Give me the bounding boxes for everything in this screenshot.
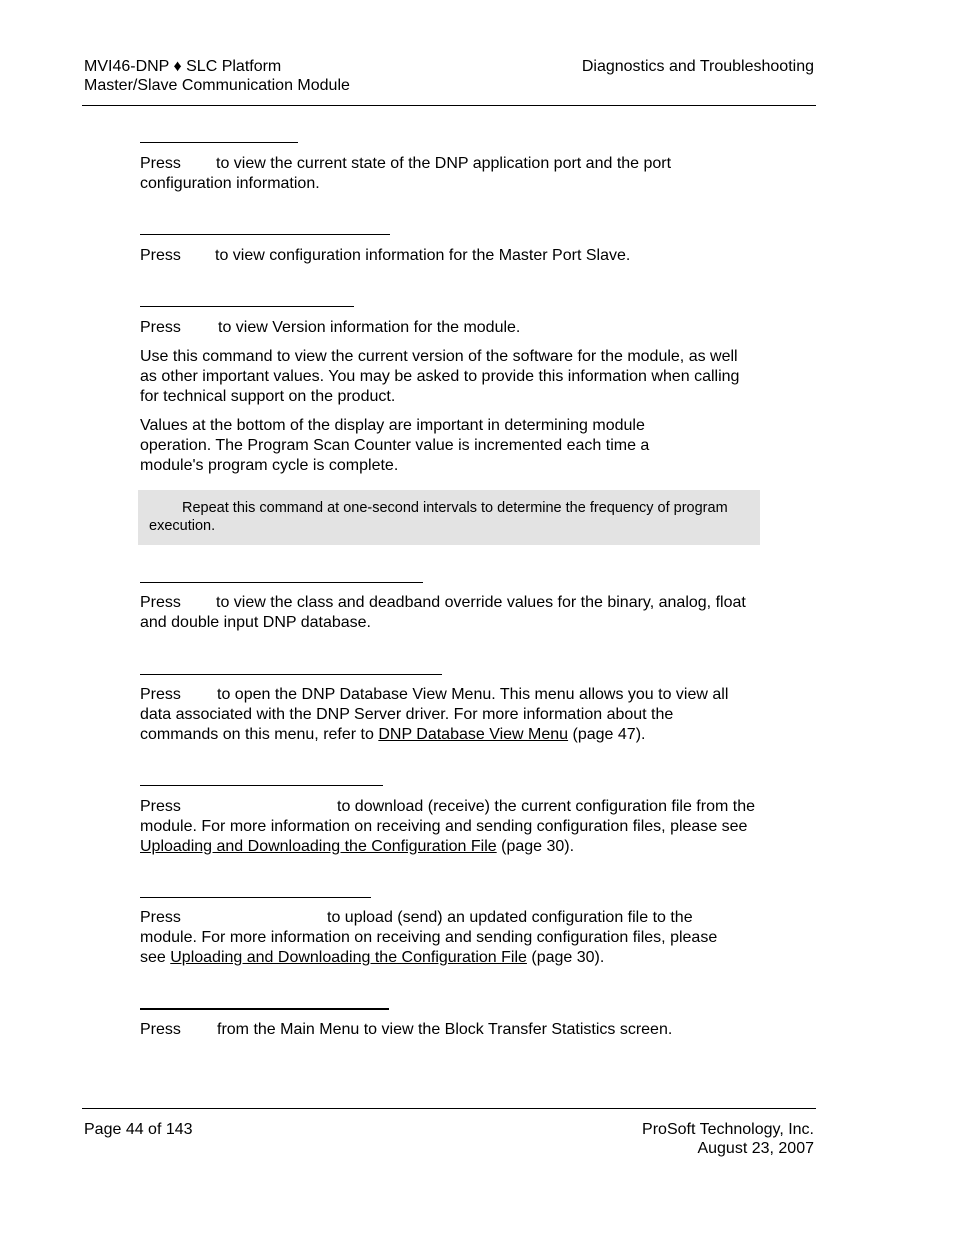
- header-product-line2: Master/Slave Communication Module: [84, 77, 350, 94]
- section-heading-line: [140, 306, 354, 307]
- dnp-database-view-menu-link[interactable]: DNP Database View Menu: [378, 726, 569, 743]
- section-heading-line: [140, 142, 298, 143]
- header-rule: [82, 105, 816, 106]
- press-label: Press: [140, 319, 181, 336]
- press-label: Press: [140, 686, 181, 703]
- page-number: Page 44 of 143: [84, 1121, 193, 1138]
- footer-company: ProSoft Technology, Inc.: [642, 1121, 814, 1138]
- section-heading-line: [140, 1008, 389, 1010]
- section-text: from the Main Menu to view the Block Transfer Statistics screen.: [217, 1021, 673, 1038]
- header-section-title: Diagnostics and Troubleshooting: [581, 58, 814, 75]
- version-paragraph-2: Values at the bottom of the display are important in determining module operation. The Program Scan Counter value is incremented each time a module's program cycle is complete.: [140, 417, 650, 474]
- press-label: Press: [140, 155, 181, 172]
- header-product-line1: MVI46-DNP ♦ SLC Platform: [84, 58, 282, 75]
- press-label: Press: [140, 1021, 181, 1038]
- section-text: [140, 908, 735, 968]
- section-text: to view configuration information for the Master Port Slave.: [215, 247, 631, 264]
- note-box: [138, 490, 760, 545]
- section-text-b: (page 30).: [531, 949, 605, 966]
- footer-date: August 23, 2007: [697, 1140, 814, 1157]
- section-heading-line: [140, 897, 371, 898]
- press-label: Press: [140, 798, 181, 815]
- section-text-a: to upload (send) an updated configuration file to the module. For more information on receiving and sending configuration files, please see: [140, 909, 718, 966]
- footer-company-block: [642, 1120, 814, 1158]
- note-text: Repeat this command at one-second intervals to determine the frequency of program execution.: [149, 500, 728, 534]
- config-file-link[interactable]: Uploading and Downloading the Configuration File: [140, 838, 497, 855]
- section-text-b: (page 47).: [572, 726, 646, 743]
- section-text-b: (page 30).: [501, 838, 575, 855]
- header-product: [84, 57, 350, 95]
- version-paragraph-1: Use this command to view the current version of the software for the module, as well as other important values. You may be asked to provide this information when calling for technical support on the product.: [140, 348, 740, 405]
- section-text: [140, 685, 755, 745]
- section-heading-line: [140, 674, 442, 675]
- section-text-a: to open the DNP Database View Menu. This menu allows you to view all data associated with the DNP Server driver. For more information about the commands on this menu, refer to: [140, 686, 729, 743]
- section-heading-line: [140, 582, 423, 583]
- press-label: Press: [140, 247, 181, 264]
- section-heading-line: [140, 785, 383, 786]
- section-text: [140, 797, 765, 857]
- footer-rule: [82, 1108, 816, 1109]
- press-label: Press: [140, 909, 181, 926]
- press-label: Press: [140, 594, 181, 611]
- section-heading-line: [140, 234, 390, 235]
- section-text: to view the class and deadband override values for the binary, analog, float and double input DNP database.: [140, 594, 746, 631]
- section-text: to view Version information for the module.: [218, 319, 521, 336]
- section-text-a: to download (receive) the current configuration file from the module. For more information on receiving and sending configuration files, please see: [140, 798, 755, 835]
- section-text: to view the current state of the DNP application port and the port configuration information.: [140, 155, 672, 192]
- config-file-link[interactable]: Uploading and Downloading the Configuration File: [170, 949, 527, 966]
